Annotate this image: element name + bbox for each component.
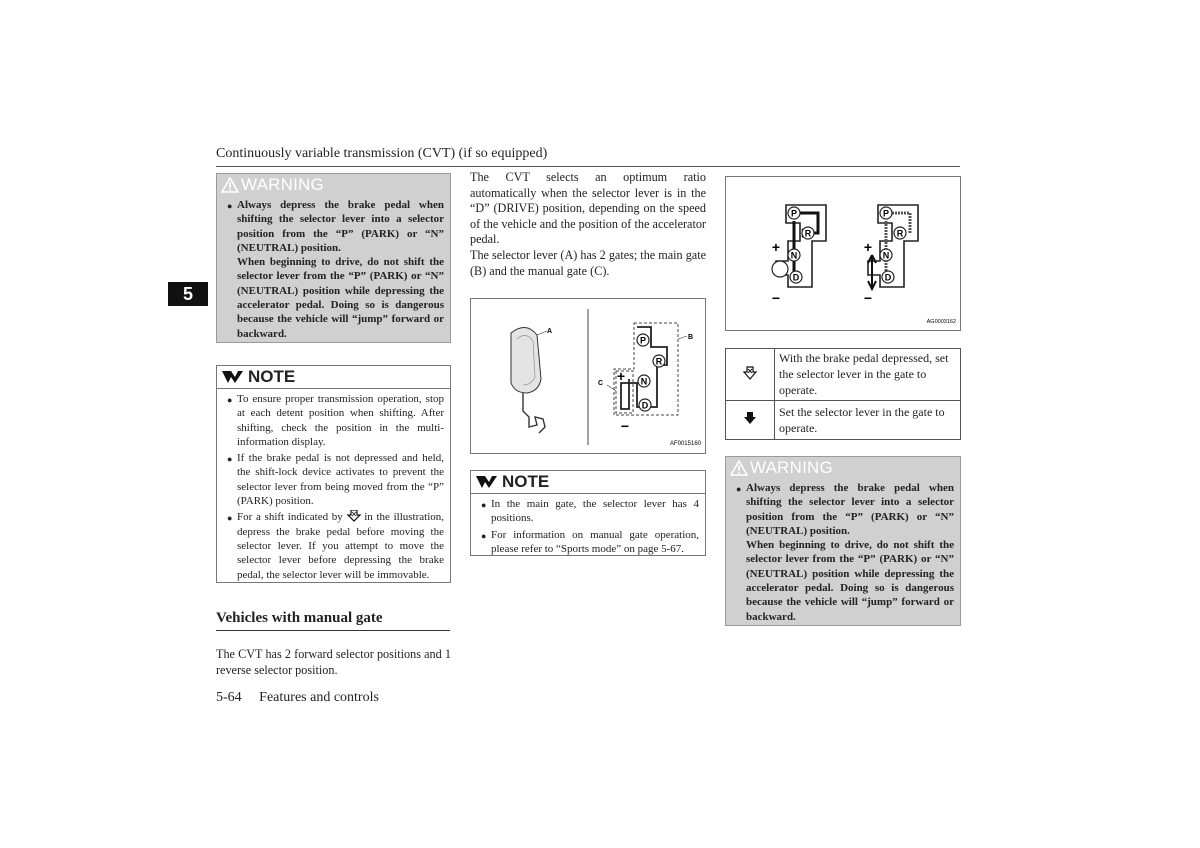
warning-text: When beginning to drive, do not shift the selector lever from the “P” (PARK) or “N” (NEUTRAL) position while depressing the accelerator pedal. Doing so is dangerous because the vehicle will “jump” forward or backward. bbox=[746, 539, 954, 623]
brake-shift-arrow-icon bbox=[347, 510, 361, 522]
note-text: For information on manual gate operation, please refer to “Sports mode” on page 5-67. bbox=[491, 528, 699, 555]
warning-header bbox=[217, 174, 450, 196]
table-row bbox=[726, 401, 961, 440]
chapter-tab: 5 bbox=[168, 282, 208, 306]
legend-icon-cell bbox=[726, 349, 775, 401]
solid-shift-arrow-icon bbox=[743, 411, 757, 425]
note-heading: NOTE bbox=[248, 367, 296, 386]
gear-r-label: R bbox=[896, 228, 904, 239]
table-row bbox=[726, 349, 961, 401]
manual-gate-body: The CVT has 2 forward selector positions and 1 reverse selector position. bbox=[216, 647, 451, 677]
selector-gates-paragraph: The selector lever (A) has 2 gates; the main gate (B) and the manual gate (C). bbox=[470, 248, 706, 278]
legend-icon-cell bbox=[726, 401, 775, 440]
warning-heading: WARNING bbox=[750, 458, 833, 477]
warning-header bbox=[726, 457, 960, 479]
list-item bbox=[227, 510, 444, 581]
warning-text: Always depress the brake pedal when shifting the selector lever into a selector position from the “P” (PARK) or “N” (NEUTRAL) position. bbox=[746, 482, 954, 537]
gear-r-label: R bbox=[804, 228, 812, 239]
brake-shift-arrow-icon bbox=[743, 366, 757, 380]
page-header-title: Continuously variable transmission (CVT) (if so equipped) bbox=[216, 146, 548, 161]
minus-label: − bbox=[863, 290, 873, 306]
gear-d-label: D bbox=[792, 272, 800, 283]
plus-label: + bbox=[771, 239, 781, 255]
page-footer bbox=[216, 690, 379, 706]
note-header bbox=[471, 471, 705, 494]
note-header bbox=[217, 366, 450, 389]
bullet-icon: ● bbox=[736, 484, 742, 494]
shift-pattern-figure bbox=[725, 176, 961, 331]
selector-lever-figure bbox=[470, 298, 706, 454]
plus-label: + bbox=[863, 239, 873, 255]
note-heading: NOTE bbox=[502, 472, 550, 491]
gear-p-label: P bbox=[882, 208, 890, 219]
label-c: C bbox=[598, 380, 604, 387]
figure-code: AG0003162 bbox=[926, 319, 956, 325]
label-b: B bbox=[688, 334, 694, 341]
page-number: 5-64 bbox=[216, 690, 242, 705]
warning-heading: WARNING bbox=[241, 175, 324, 194]
plus-label: + bbox=[616, 368, 626, 384]
minus-label: − bbox=[620, 418, 630, 434]
legend-text: With the brake pedal depressed, set the selector lever in the gate to operate. bbox=[775, 349, 961, 401]
selector-lever-illustration bbox=[471, 299, 705, 453]
list-item bbox=[481, 528, 699, 557]
bullet-icon: ● bbox=[227, 454, 233, 465]
note-box-left bbox=[216, 365, 451, 583]
warning-box-left bbox=[216, 173, 451, 343]
list-item bbox=[227, 451, 444, 508]
list-item bbox=[481, 497, 699, 526]
note-pencil-icon bbox=[221, 369, 245, 385]
gear-n-label: N bbox=[882, 250, 890, 261]
figure-code: AF0015160 bbox=[669, 441, 701, 447]
note-pencil-icon bbox=[475, 474, 499, 490]
gear-d-label: D bbox=[641, 400, 649, 411]
note-text: In the main gate, the selector lever has 4 positions. bbox=[491, 498, 699, 525]
warning-text: Always depress the brake pedal when shifting the selector lever into a selector position from the “P” (PARK) or “N” (NEUTRAL) position. bbox=[237, 199, 444, 254]
cvt-intro-paragraph: The CVT selects an optimum ratio automatically when the selector lever is in the “D” (DRIVE) position, depending on the speed of the vehicle and the position of the accelerator pedal. bbox=[470, 170, 706, 247]
shift-pattern-illustration bbox=[726, 177, 960, 330]
header-rule bbox=[216, 166, 960, 167]
note-text: To ensure proper transmission operation, stop at each detent position when shifting. After shifting, check the position in the multi-information display. bbox=[237, 393, 444, 448]
gear-r-label: R bbox=[655, 356, 663, 367]
legend-text: Set the selector lever in the gate to operate. bbox=[775, 401, 961, 440]
bullet-icon: ● bbox=[481, 500, 487, 510]
gear-n-label: N bbox=[790, 250, 798, 261]
bullet-icon: ● bbox=[227, 201, 233, 211]
warning-triangle-icon bbox=[221, 177, 239, 193]
bullet-icon: ● bbox=[481, 530, 487, 541]
gear-d-label: D bbox=[884, 272, 892, 283]
label-a: A bbox=[547, 328, 553, 335]
warning-triangle-icon bbox=[730, 460, 748, 476]
note-text: in the illustration, depress the brake pedal before moving the selector lever. If you attempt to move the selector lever before depressing the brake pedal, the selector lever will be immovable. bbox=[237, 511, 445, 581]
bullet-icon: ● bbox=[227, 513, 233, 524]
footer-section: Features and controls bbox=[259, 690, 379, 705]
warning-text: When beginning to drive, do not shift the selector lever from the “P” (PARK) or “N” (NEUTRAL) position while depressing the accelerator pedal. Doing so is dangerous because the vehicle will “jump” forward or backward. bbox=[237, 256, 444, 340]
gear-n-label: N bbox=[640, 376, 648, 387]
note-text: If the brake pedal is not depressed and held, the shift-lock device activates to prevent the selector lever from being moved from the “P” (PARK) position. bbox=[237, 452, 444, 508]
shift-legend-table bbox=[725, 348, 961, 440]
warning-box-right bbox=[725, 456, 961, 626]
bullet-icon: ● bbox=[227, 395, 233, 405]
section-title-manual-gate: Vehicles with manual gate bbox=[216, 610, 450, 631]
list-item bbox=[227, 392, 444, 449]
gear-p-label: P bbox=[790, 208, 798, 219]
note-box-middle bbox=[470, 470, 706, 556]
note-text: For a shift indicated by bbox=[237, 511, 343, 524]
minus-label: − bbox=[771, 290, 781, 306]
gear-p-label: P bbox=[639, 335, 647, 346]
